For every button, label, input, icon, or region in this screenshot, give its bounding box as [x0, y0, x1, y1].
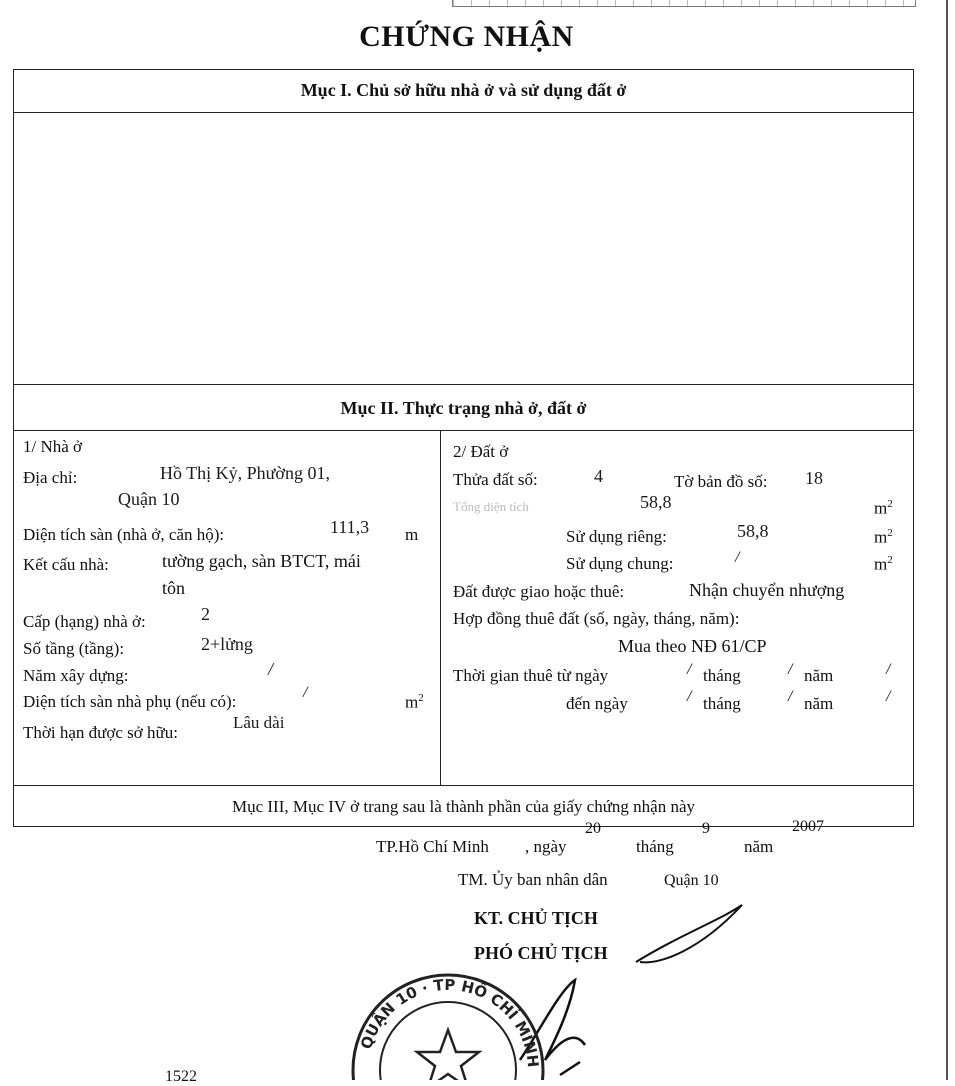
map-sheet-label: Tờ bản đồ số: — [674, 472, 768, 491]
star-icon — [417, 1030, 479, 1080]
page-title: CHỨNG NHẬN — [359, 20, 574, 53]
area-value: 58,8 — [640, 492, 672, 512]
issue-year-value: 2007 — [792, 818, 824, 835]
shared-use-label: Sử dụng chung: — [566, 554, 674, 573]
official-seal — [348, 960, 548, 1080]
issue-month-label: tháng — [636, 837, 674, 856]
issue-place: TP.Hồ Chí Minh — [376, 837, 489, 856]
lease-to-label: đến ngày — [566, 694, 628, 713]
lease-from-year-label: năm — [804, 666, 834, 685]
private-use-unit-m: m — [874, 527, 888, 547]
ownership-term-value: Lâu dài — [233, 713, 285, 732]
area-unit-exponent: 2 — [887, 498, 893, 510]
ownership-term-label: Thời hạn được sở hữu: — [23, 723, 178, 742]
seal-text-path: QUẬN 10 · TP HỒ CHÍ MINH — [357, 975, 543, 1069]
serial-partial: 1522 — [165, 1068, 197, 1085]
shared-use-unit-exponent: 2 — [887, 554, 893, 566]
lease-to-month-label: tháng — [703, 694, 741, 713]
footer-note: Mục III, Mục IV ở trang sau là thành phần của giấy chứng nhận này — [231, 797, 696, 816]
section1-heading: Mục I. Chủ sở hữu nhà ở và sử dụng đất ở — [300, 80, 627, 100]
grade-label: Cấp (hạng) nhà ở: — [23, 612, 146, 631]
lease-from-day: / — [687, 661, 692, 678]
area-label-faded: Tổng diện tích — [453, 499, 529, 514]
authority-label: TM. Ủy ban nhân dân — [458, 870, 608, 889]
lease-from-month: / — [788, 661, 793, 678]
private-use-value: 58,8 — [737, 521, 769, 541]
structure-line1: tường gạch, sàn BTCT, mái — [162, 551, 361, 571]
floor-area-label: Diện tích sàn (nhà ở, căn hộ): — [23, 525, 225, 544]
signatory-line2: PHÓ CHỦ TỊCH — [474, 943, 608, 963]
aux-area-label: Diện tích sàn nhà phụ (nếu có): — [23, 692, 237, 711]
map-sheet-value: 18 — [805, 468, 823, 488]
issue-day-label: , ngày — [525, 837, 567, 856]
year-built-value: / — [268, 659, 274, 679]
allocation-value: Nhận chuyển nhượng — [689, 580, 845, 600]
issue-month-value: 9 — [702, 820, 710, 837]
signatory-line1: KT. CHỦ TỊCH — [474, 908, 598, 928]
aux-area-unit-exponent: 2 — [418, 692, 424, 704]
shared-use-value: / — [735, 549, 740, 566]
house-heading: 1/ Nhà ở — [23, 437, 83, 456]
shared-use-unit-m: m — [874, 554, 888, 574]
lease-from-month-label: tháng — [703, 666, 741, 685]
issue-day-value: 20 — [585, 820, 601, 837]
structure-label: Kết cấu nhà: — [23, 555, 109, 574]
lease-to-year: / — [886, 688, 891, 705]
structure-line2: tôn — [162, 578, 186, 598]
lease-from-label: Thời gian thuê từ ngày — [453, 666, 609, 685]
private-use-label: Sử dụng riêng: — [566, 527, 667, 546]
area-unit-m: m — [874, 498, 888, 518]
land-heading: 2/ Đất ở — [453, 442, 509, 461]
plot-no-value: 4 — [594, 466, 603, 486]
grade-value: 2 — [201, 604, 210, 624]
floors-label: Số tầng (tầng): — [23, 639, 125, 658]
address-label: Địa chỉ: — [23, 468, 78, 487]
year-built-label: Năm xây dựng: — [23, 666, 129, 685]
private-use-unit-exponent: 2 — [887, 527, 893, 539]
floors-value: 2+lửng — [201, 634, 253, 654]
address-line1: Hồ Thị Kỷ, Phường 01, — [160, 463, 330, 483]
lease-contract-value: Mua theo NĐ 61/CP — [618, 636, 767, 656]
aux-area-value: / — [303, 684, 308, 701]
issue-year-label: năm — [744, 837, 774, 856]
allocation-label: Đất được giao hoặc thuê: — [453, 582, 625, 601]
section2-heading: Mục II. Thực trạng nhà ở, đất ở — [340, 398, 587, 418]
aux-area-unit-m: m — [405, 692, 419, 712]
authority-value: Quận 10 — [664, 872, 719, 889]
plot-no-label: Thửa đất số: — [453, 470, 538, 489]
lease-to-year-label: năm — [804, 694, 834, 713]
address-line2: Quận 10 — [118, 489, 180, 509]
lease-contract-label: Hợp đồng thuê đất (số, ngày, tháng, năm): — [453, 609, 740, 628]
lease-from-year: / — [886, 661, 891, 678]
lease-to-day: / — [687, 688, 692, 705]
floor-area-value: 111,3 — [330, 517, 370, 537]
lease-to-month: / — [788, 688, 793, 705]
floor-area-unit: m — [405, 525, 419, 544]
